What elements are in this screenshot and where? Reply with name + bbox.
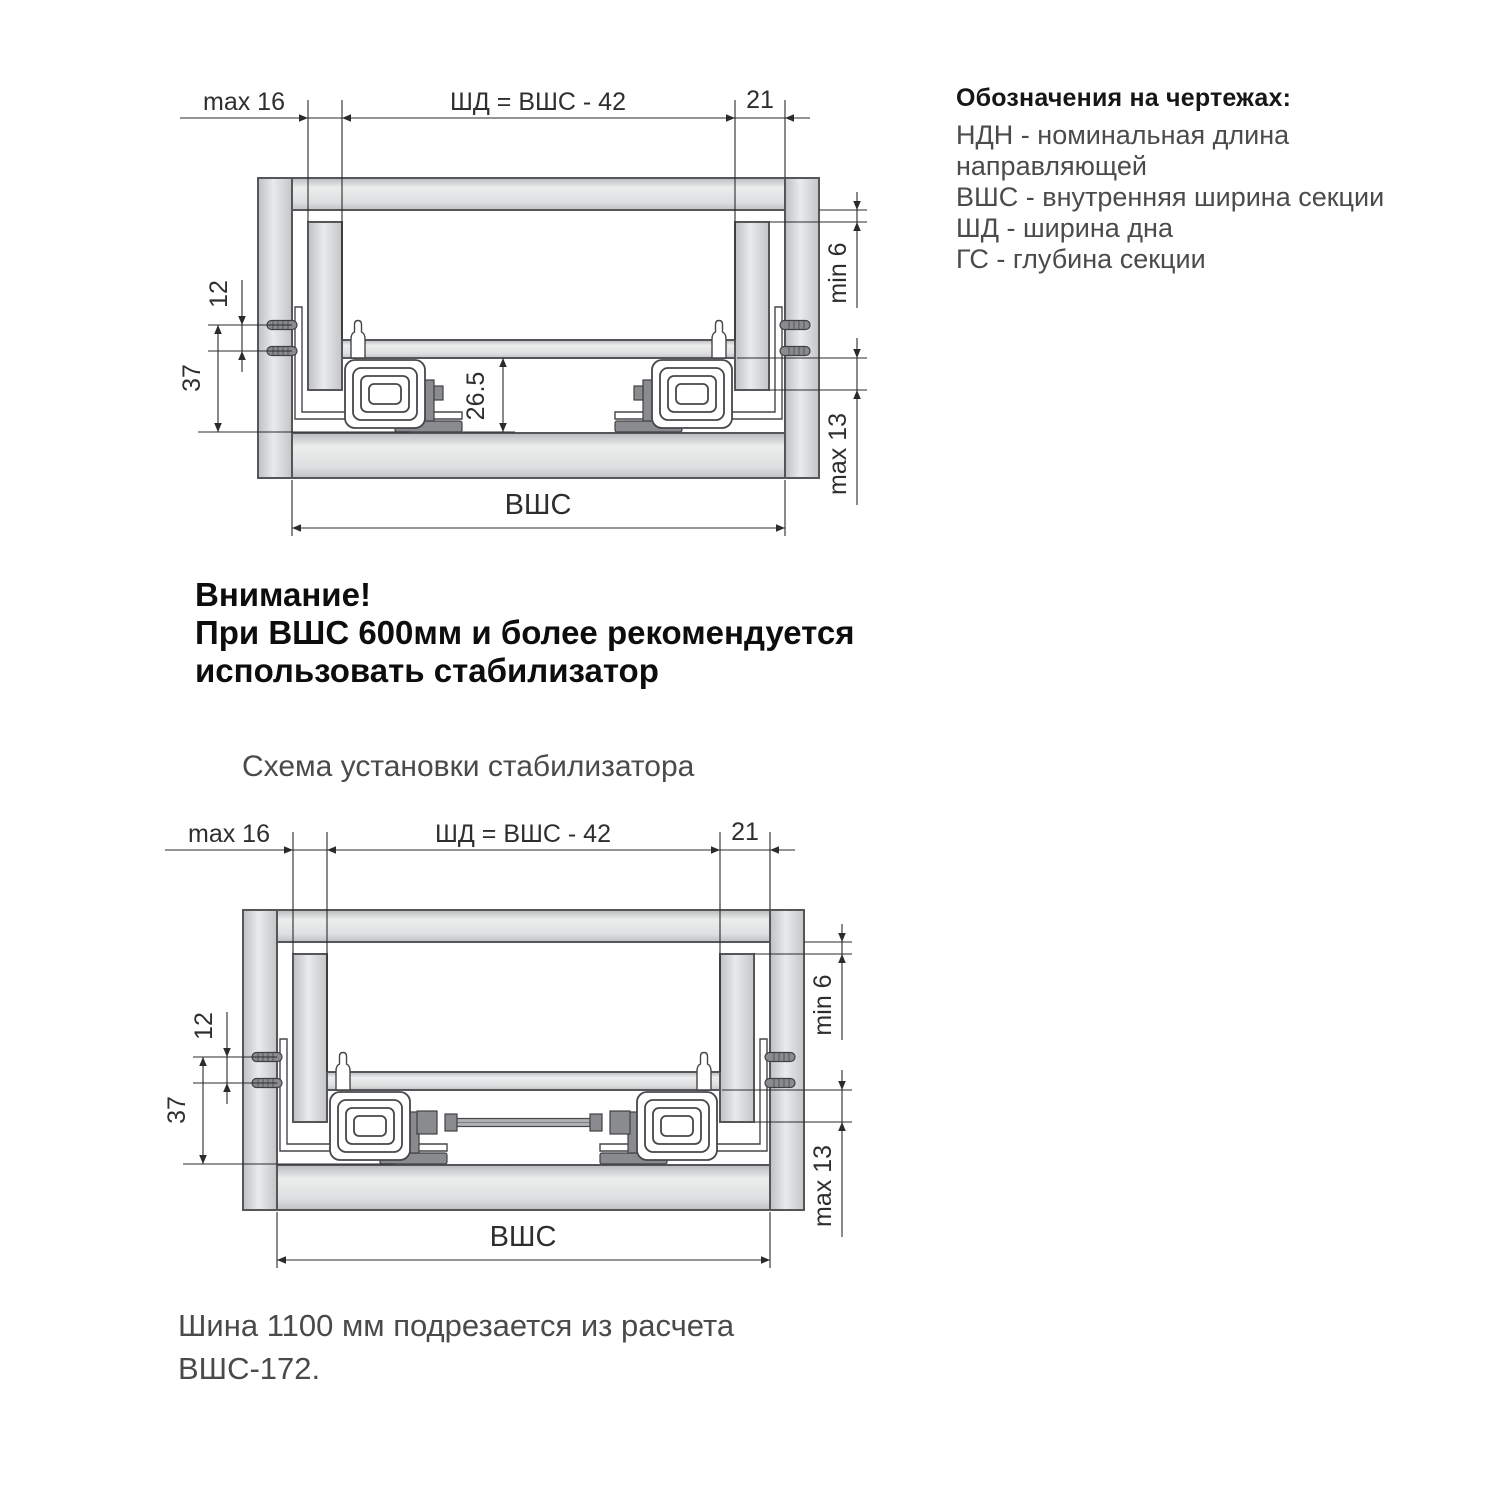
dim-label-min6: min 6 (809, 974, 837, 1036)
locking-pin-right (697, 1053, 711, 1091)
warning-note (195, 576, 854, 690)
drawer-side-right (720, 954, 754, 1122)
legend-line: ШД - ширина дна (956, 213, 1173, 243)
dim-26-5 (462, 358, 515, 432)
stabilizer-socket-left (434, 386, 443, 400)
legend (956, 84, 1461, 275)
dim-label-shd: ШД = ВШС - 42 (449, 88, 627, 116)
stabilizer-coupling-right (610, 1111, 630, 1134)
slide-spiral-right (676, 384, 708, 404)
locking-pin-right (712, 321, 726, 359)
dim-label-12: 12 (205, 280, 233, 308)
caption (178, 1304, 734, 1390)
dim-label-26-5: 26.5 (462, 371, 490, 421)
dim-label-max13: max 13 (824, 413, 852, 495)
drawer-bottom-panel (327, 1072, 720, 1090)
warning-line: Внимание! (195, 576, 371, 613)
legend-line: ГС - глубина секции (956, 244, 1206, 274)
caption-line: Шина 1100 мм подрезается из расчета (178, 1308, 735, 1343)
stabilizer-socket-right (634, 386, 643, 400)
cabinet-bottom-panel (258, 433, 819, 478)
slide-spiral-left (354, 1116, 386, 1136)
locking-pin-left (336, 1053, 350, 1091)
dim-label-21: 21 (746, 86, 774, 114)
drawing-section-stabilizer (155, 812, 865, 1282)
dim-label-vshs: ВШС (504, 489, 572, 521)
legend-line: ВШС - внутренняя ширина секции (956, 182, 1385, 212)
dim-label-37: 37 (163, 1096, 191, 1124)
warning-line: использовать стабилизатор (195, 652, 659, 689)
scheme-title: Схема установки стабилизатора (242, 750, 695, 783)
locking-pin-left (351, 321, 365, 359)
slide-spiral-left (369, 384, 401, 404)
cabinet-top-rail (277, 910, 770, 942)
drawer-bottom-panel (342, 340, 735, 358)
dim-label-max16: max 16 (188, 820, 270, 848)
dim-label-shd: ШД = ВШС - 42 (434, 820, 612, 848)
drawer-side-right (735, 222, 769, 390)
dim-label-21: 21 (731, 818, 759, 846)
legend-line: НДН - номинальная длина (956, 120, 1290, 150)
dim-label-max16: max 16 (203, 88, 285, 116)
legend-line: направляющей (956, 151, 1147, 181)
dim-label-12: 12 (190, 1012, 218, 1040)
drawing-section-top (170, 80, 880, 550)
warning-line: При ВШС 600мм и более рекомендуется (195, 614, 855, 651)
dim-label-min6: min 6 (824, 242, 852, 304)
dim-vshs (277, 1212, 770, 1268)
legend-title: Обозначения на чертежах: (956, 84, 1292, 112)
dim-label-vshs: ВШС (489, 1221, 557, 1253)
drawer-side-left (293, 954, 327, 1122)
dim-label-37: 37 (178, 364, 206, 392)
dim-vshs (292, 480, 785, 536)
slide-spiral-right (661, 1116, 693, 1136)
stabilizer-coupling-left (417, 1111, 437, 1134)
stabilizer (417, 1111, 630, 1134)
dim-label-max13: max 13 (809, 1145, 837, 1227)
cabinet-top-rail (292, 178, 785, 210)
caption-line: ВШС-172. (178, 1351, 321, 1386)
cabinet-bottom-panel (243, 1165, 804, 1210)
drawer-side-left (308, 222, 342, 390)
